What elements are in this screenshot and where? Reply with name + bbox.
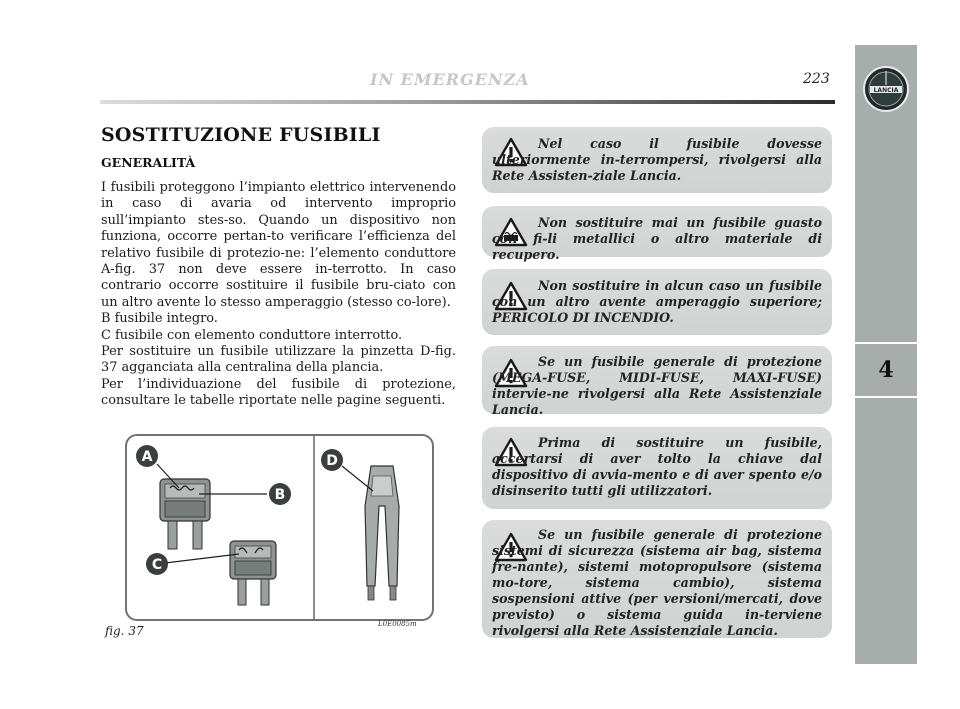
warning-text-5: Prima di sostituire un fusibile, accertarsi di aver tolto la chiave dal dispositivo di avvia-mento e di aver spento e/o disinserito tutti gli utilizzatori. — [492, 435, 822, 498]
lancia-logo-icon — [862, 65, 910, 113]
page-number: 223 — [803, 71, 830, 87]
warning-text-1: Nel caso il fusibile dovesse ulteriormente in-terrompersi, rivolgersi alla Rete Assisten-ziale Lancia. — [492, 136, 822, 183]
warning-text-3: Non sostituire in alcun caso un fusibile con un altro avente amperaggio superiore; PERICOLO DI INCENDIO. — [492, 278, 822, 325]
label-d: D — [326, 453, 338, 469]
warning-box-6 — [482, 520, 832, 638]
figure-37 — [125, 434, 434, 621]
intro-paragraph: I fusibili proteggono l’impianto elettrico intervenendo in caso di avaria od intervento improprio sull’impianto stes-so. Quando un dispositivo non funziona, occorre pertan-to verificare l’efficienza del relativo fusibile di protezio-ne: l’elemento conduttore A-fig. 37 non deve essere in-terrotto. In caso contrario occorre sostituire il fusibile bru-ciato con un altro avente lo stesso amperaggio (stesso co-lore). — [101, 180, 456, 310]
legend-item-c: C fusibile con elemento conduttore interrotto. — [101, 327, 403, 343]
tables-paragraph: Per l’individuazione del fusibile di protezione, consultare le tabelle riportate nelle pagine seguenti. — [101, 376, 456, 409]
tweezers-paragraph: Per sostituire un fusibile utilizzare la pinzetta D-fig. 37 agganciata alla centralina della plancia. — [101, 344, 456, 376]
subsection-title: GENERALITÀ — [101, 155, 196, 170]
section-title: SOSTITUZIONE FUSIBILI — [101, 124, 381, 146]
header-divider — [100, 100, 835, 104]
body-text — [101, 180, 456, 410]
logo-text: LANCIA — [873, 87, 899, 94]
warning-text-2: Non sostituire mai un fusibile guasto con fi-li metallici o altro materiale di recupero. — [492, 215, 822, 262]
warning-box-3 — [482, 269, 832, 335]
intact-fuse-drawing — [160, 479, 210, 549]
warning-box-1 — [482, 127, 832, 193]
figure-code: L0E0085m — [378, 620, 417, 628]
figure-caption: fig. 37 — [105, 624, 144, 638]
warning-text-4: Se un fusibile generale di protezione (MEGA-FUSE, MIDI-FUSE, MAXI-FUSE) intervie-ne rivolgersi alla Rete Assistenziale Lancia. — [492, 354, 822, 417]
legend-item-b: B fusibile integro. — [101, 311, 218, 327]
label-d-badge — [321, 449, 343, 471]
warning-box-2 — [482, 206, 832, 262]
warning-box-4 — [482, 346, 832, 417]
label-b-badge — [269, 483, 291, 505]
label-a: A — [141, 449, 153, 465]
warning-box-5 — [482, 427, 832, 509]
label-c-badge — [146, 553, 168, 575]
running-header-title: IN EMERGENZA — [370, 70, 530, 89]
label-b: B — [274, 487, 286, 503]
label-c: C — [151, 557, 163, 573]
fuse-tweezers-drawing — [365, 466, 399, 600]
blown-fuse-drawing — [230, 541, 276, 605]
label-a-badge — [136, 445, 158, 467]
warning-text-6: Se un fusibile generale di protezione sistemi di sicurezza (sistema air bag, sistema fre-nante), sistemi motopropulsore (sistema mo-tore, sistema cambio), sistema sospensioni attive (per versioni/mercati, dove previsto) o sistema guida in-terviene rivolgersi alla Rete Assistenziale Lancia. — [492, 527, 822, 638]
fuse-illustration — [127, 436, 432, 619]
chapter-number: 4 — [855, 342, 917, 398]
